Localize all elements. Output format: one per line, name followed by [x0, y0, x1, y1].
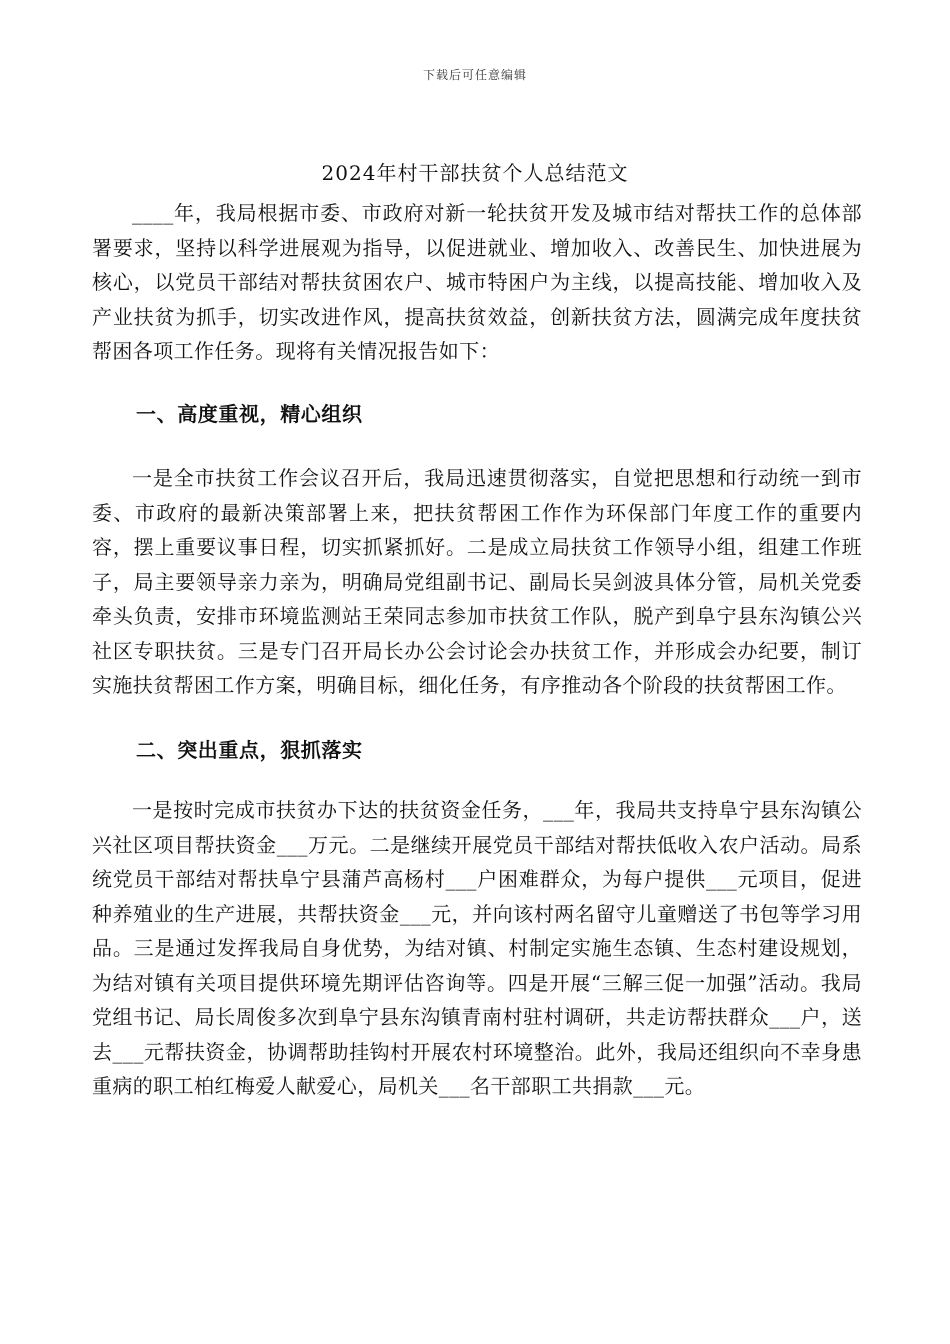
section-heading-1: 一、高度重视，精心组织	[136, 401, 363, 426]
header-note: 下载后可任意编辑	[422, 68, 527, 82]
document-body	[92, 196, 862, 1104]
section-heading-2: 二、突出重点，狠抓落实	[136, 737, 363, 762]
section-body-1: 一是全市扶贫工作会议召开后，我局迅速贯彻落实，自觉把思想和行动统一到市委、市政府的最新决策部署上来，把扶贫帮困工作作为环保部门年度工作的重要内容，摆上重要议事日程，切实抓紧抓好。二是成立局扶贫工作领导小组，组建工作班子，局主要领导亲力亲为，明确局党组副书记、副局长吴剑波具体分管，局机关党委牵头负责，安排市环境监测站王荣同志参加市扶贫工作队，脱产到阜宁县东沟镇公兴社区专职扶贫。三是专门召开局长办公会讨论会办扶贫工作，并形成会办纪要，制订实施扶贫帮困工作方案，明确目标，细化任务，有序推动各个阶段的扶贫帮困工作。	[92, 466, 862, 697]
section-body-2: 一是按时完成市扶贫办下达的扶贫资金任务，___年，我局共支持阜宁县东沟镇公兴社区项目帮扶资金___万元。二是继续开展党员干部结对帮扶低收入农户活动。局系统党员干部结对帮扶阜宁县蒲芦高杨村___户困难群众，为每户提供___元项目，促进种养殖业的生产进展，共帮扶资金___元，并向该村两名留守儿童赠送了书包等学习用品。三是通过发挥我局自身优势，为结对镇、村制定实施生态镇、生态村建设规划，为结对镇有关项目提供环境先期评估咨询等。四是开展“三解三促一加强”活动。我局党组书记、局长周俊多次到阜宁县东沟镇青南村驻村调研，共走访帮扶群众___户，送去___元帮扶资金，协调帮助挂钩村开展农村环境整治。此外，我局还组织向不幸身患重病的职工柏红梅爱人献爱心，局机关___名干部职工共捐款___元。	[92, 798, 862, 1098]
document-title: 2024年村干部扶贫个人总结范文	[321, 161, 629, 186]
intro-paragraph: ____年，我局根据市委、市政府对新一轮扶贫开发及城市结对帮扶工作的总体部署要求，坚持以科学进展观为指导，以促进就业、增加收入、改善民生、加快进展为核心，以党员干部结对帮扶贫困农户、城市特困户为主线，以提高技能、增加收入及产业扶贫为抓手，切实改进作风，提高扶贫效益，创新扶贫方法，圆满完成年度扶贫帮困各项工作任务。现将有关情况报告如下：	[92, 201, 862, 363]
